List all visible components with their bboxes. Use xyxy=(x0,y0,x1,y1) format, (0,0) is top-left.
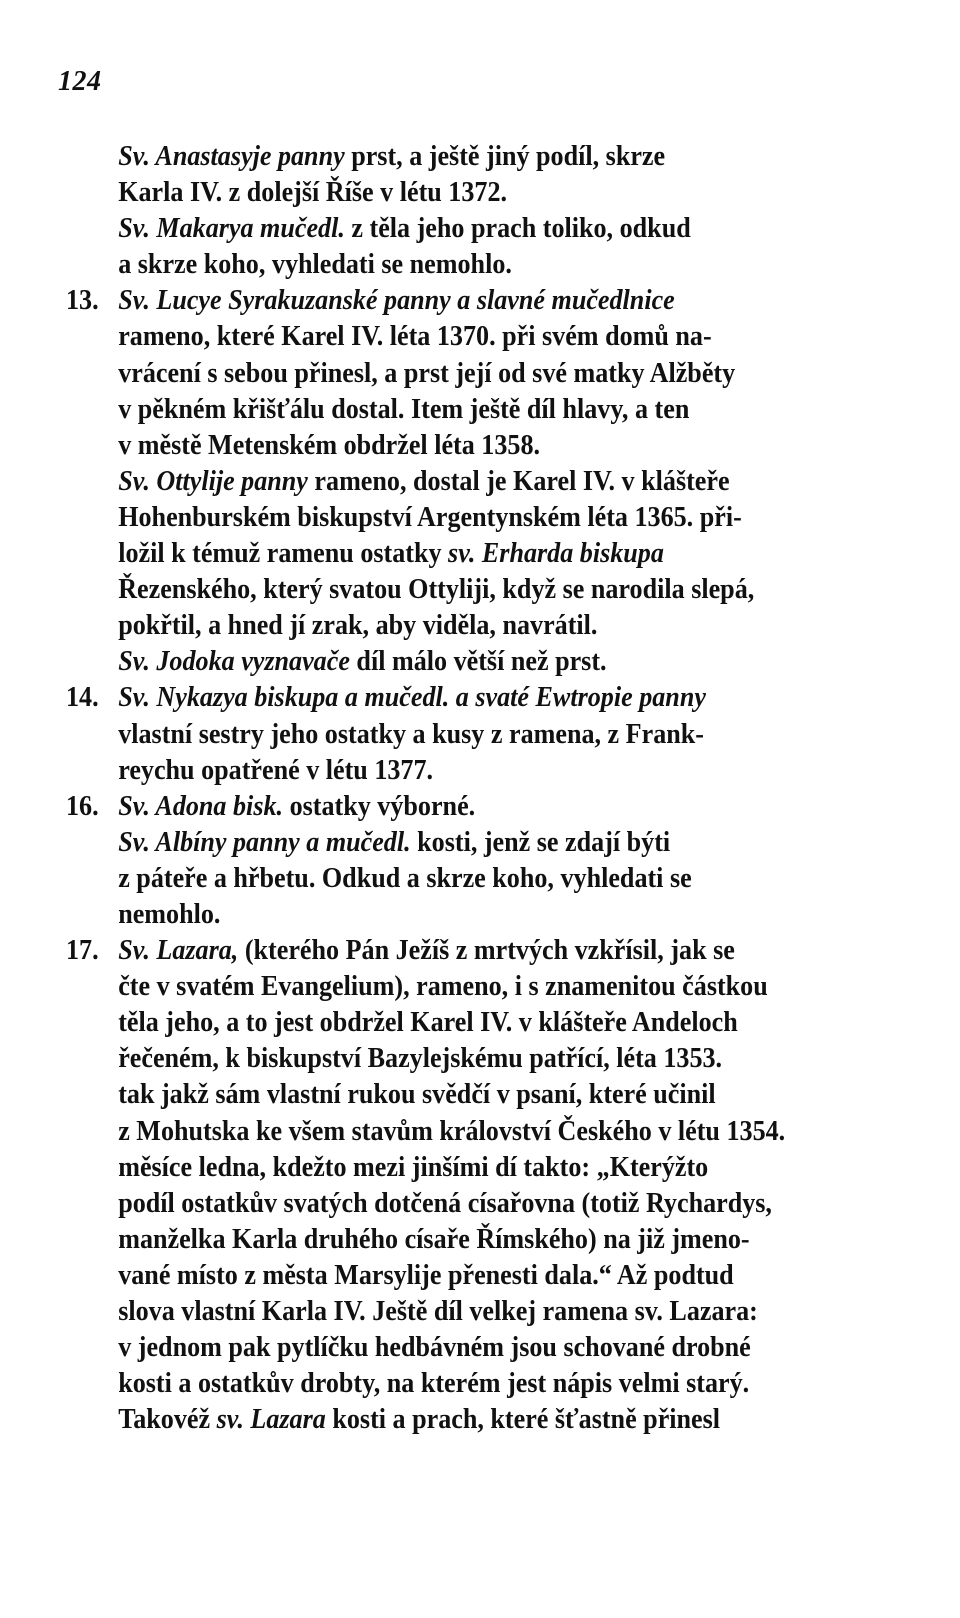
text-line xyxy=(66,788,786,824)
text-line xyxy=(66,427,786,463)
entry-number: 13. xyxy=(66,284,99,317)
text-line xyxy=(66,1401,786,1437)
text-run: v městě Metenském obdržel léta 1358. xyxy=(118,428,541,461)
text-run: v pěkném křišťálu dostal. Item ještě díl hlavy, a ten xyxy=(118,392,690,425)
entry-number: 16. xyxy=(66,789,99,822)
text-line xyxy=(66,391,786,427)
text-run: rameno, dostal je Karel IV. v klášteře xyxy=(307,464,730,497)
text-run: z Mohutska ke všem stavům království Českého v létu 1354. xyxy=(118,1114,786,1147)
text-run: prst, a ještě jiný podíl, skrze xyxy=(344,140,666,172)
text-run: ložil k témuž ramenu ostatky xyxy=(118,537,449,570)
text-line xyxy=(66,571,786,607)
text-line xyxy=(66,1293,786,1329)
text-line xyxy=(66,318,786,354)
text-run: Takovéž xyxy=(118,1403,217,1436)
text-line xyxy=(66,282,786,318)
text-run: čte v svatém Evangelium), rameno, i s znamenitou částkou xyxy=(118,970,768,1003)
body-text xyxy=(66,138,786,1437)
text-line xyxy=(66,138,786,174)
text-line xyxy=(66,1221,786,1257)
text-run: řečeném, k biskupství Bazylejskému patřící, léta 1353. xyxy=(118,1042,723,1075)
text-run: rameno, které Karel IV. léta 1370. při svém domů na- xyxy=(118,320,712,353)
text-run: z páteře a hřbetu. Odkud a skrze koho, vyhledati se xyxy=(118,861,692,894)
italic-text: sv. Erharda biskupa xyxy=(448,537,664,570)
italic-text: Sv. Anastasyje panny xyxy=(118,140,345,172)
italic-text: Sv. Makarya mučedl. xyxy=(118,212,345,245)
text-run: kosti, jenž se zdají býti xyxy=(410,825,671,858)
text-line xyxy=(66,174,786,210)
entry-number: 14. xyxy=(66,681,99,714)
text-run: v jednom pak pytlíčku hedbávném jsou schované drobné xyxy=(118,1331,751,1364)
text-run: kosti a ostatkův drobty, na kterém jest nápis velmi starý. xyxy=(118,1367,750,1400)
text-line xyxy=(66,1329,786,1365)
italic-text: Sv. Lazara, xyxy=(118,934,239,967)
text-run: slova vlastní Karla IV. Ještě díl velkej ramena sv. Lazara: xyxy=(118,1295,758,1327)
text-line xyxy=(66,1365,786,1401)
text-run: ostatky výborné. xyxy=(283,789,476,822)
text-line xyxy=(66,1076,786,1112)
italic-text: sv. Lazara xyxy=(216,1403,326,1436)
text-run: vané místo z města Marsylije přenesti dala.“ Až podtud xyxy=(118,1258,734,1291)
text-run: vrácení s sebou přinesl, a prst její od své matky Alžběty xyxy=(118,356,736,389)
italic-text: Sv. Lucye Syrakuzanské panny a slavné mučedlnice xyxy=(118,284,675,317)
text-line xyxy=(66,860,786,896)
text-line xyxy=(66,824,786,860)
text-run: nemohlo. xyxy=(118,897,221,930)
text-run: (kterého Pán Ježíš z mrtvých vzkřísil, jak se xyxy=(238,934,735,967)
text-line xyxy=(66,643,786,679)
italic-text: Sv. Albíny panny a mučedl. xyxy=(118,825,411,858)
text-run: Hohenburském biskupství Argentynském léta 1365. při- xyxy=(118,500,742,533)
text-line xyxy=(66,1113,786,1149)
text-line xyxy=(66,1040,786,1076)
text-run: Řezenského, který svatou Ottyliji, když se narodila slepá, xyxy=(118,573,755,606)
text-line xyxy=(66,752,786,788)
text-run: Karla IV. z dolejší Říše v létu 1372. xyxy=(118,176,508,209)
text-run: podíl ostatkův svatých dotčená císařovna (totiž Rychardys, xyxy=(118,1186,772,1219)
page-number: 124 xyxy=(58,66,102,97)
text-run: pokřtil, a hned jí zrak, aby viděla, navrátil. xyxy=(118,609,598,642)
entry-number: 17. xyxy=(66,934,99,967)
text-line xyxy=(66,932,786,968)
text-line xyxy=(66,499,786,535)
text-line xyxy=(66,968,786,1004)
text-line xyxy=(66,463,786,499)
text-line xyxy=(66,1149,786,1185)
text-line xyxy=(66,210,786,246)
text-line xyxy=(66,1004,786,1040)
text-run: těla jeho, a to jest obdržel Karel IV. v klášteře Andeloch xyxy=(118,1006,738,1039)
text-run: a skrze koho, vyhledati se nemohlo. xyxy=(118,248,512,281)
text-run: tak jakž sám vlastní rukou svědčí v psaní, které učinil xyxy=(118,1078,716,1111)
text-line xyxy=(66,896,786,932)
italic-text: Sv. Nykazya biskupa a mučedl. a svaté Ewtropie panny xyxy=(118,681,706,714)
text-line xyxy=(66,246,786,282)
text-run: reychu opatřené v létu 1377. xyxy=(118,753,434,786)
italic-text: Sv. Jodoka vyznavače xyxy=(118,645,350,678)
text-run: kosti a prach, které šťastně přinesl xyxy=(325,1403,721,1436)
text-line xyxy=(66,355,786,391)
text-line xyxy=(66,607,786,643)
text-run: manželka Karla druhého císaře Římského) na již jmeno- xyxy=(118,1222,750,1255)
text-line xyxy=(66,716,786,752)
text-line xyxy=(66,535,786,571)
text-line xyxy=(66,1257,786,1293)
italic-text: Sv. Ottylije panny xyxy=(118,464,308,497)
text-run: měsíce ledna, kdežto mezi jinšími dí takto: „Kterýžto xyxy=(118,1150,709,1183)
text-run: díl málo větší než prst. xyxy=(349,645,607,678)
italic-text: Sv. Adona bisk. xyxy=(118,789,284,822)
text-line xyxy=(66,679,786,715)
text-run: vlastní sestry jeho ostatky a kusy z ramena, z Frank- xyxy=(118,717,704,750)
text-line xyxy=(66,1185,786,1221)
text-run: z těla jeho prach toliko, odkud xyxy=(344,212,691,245)
